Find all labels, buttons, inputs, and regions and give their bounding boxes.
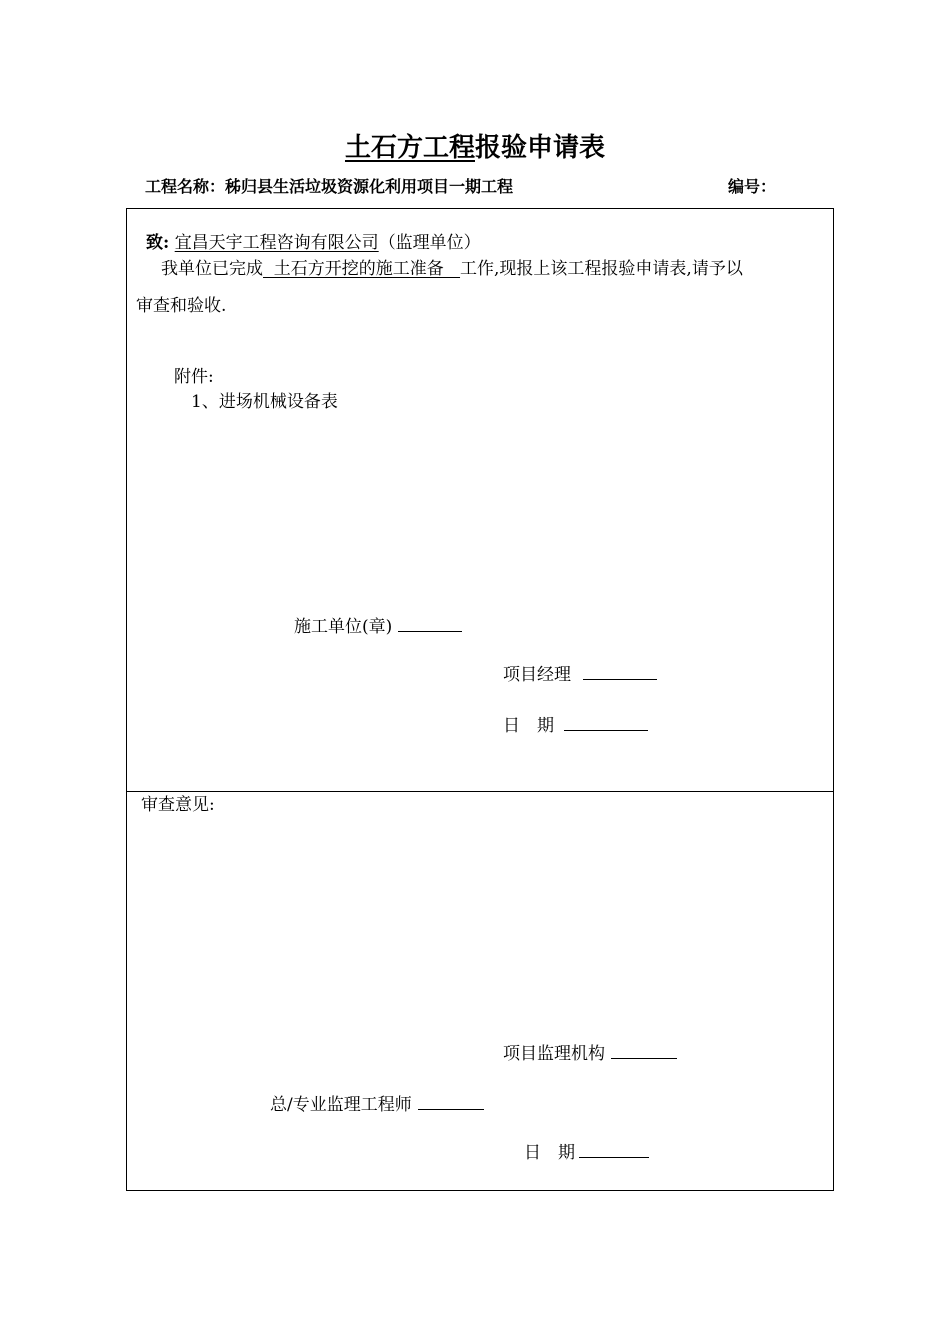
attachment-item: 1、进场机械设备表	[191, 392, 338, 412]
review-date-blank	[579, 1153, 649, 1158]
review-date-line	[524, 1141, 649, 1165]
page-title	[0, 130, 950, 166]
contractor-seal-blank	[398, 627, 462, 632]
review-opinion-label: 审查意见:	[141, 795, 215, 815]
form-number-label: 编号：	[728, 177, 777, 196]
review-date-label: 日 期	[524, 1143, 575, 1163]
application-body-line-2: 审查和验收.	[136, 296, 227, 316]
contractor-seal-line	[294, 615, 462, 639]
supervising-engineer-label: 总/专业监理工程师	[270, 1095, 412, 1115]
project-name-label: 工程名称：	[145, 177, 226, 196]
section-divider	[126, 791, 834, 792]
project-manager-label: 项目经理	[503, 665, 571, 685]
application-date-line	[503, 714, 648, 738]
attachments-label: 附件:	[174, 367, 214, 387]
application-date-label: 日 期	[503, 716, 554, 736]
supervision-agency-line	[503, 1042, 677, 1066]
addressee-suffix: （监理单位）	[378, 233, 481, 253]
body-suffix: 工作,现报上该工程报验申请表,请予以	[460, 259, 743, 279]
supervision-agency-label: 项目监理机构	[503, 1044, 605, 1064]
contractor-label: 施工单位(章)	[294, 617, 393, 637]
addressee-org: 宜昌天宇工程咨询有限公司	[174, 233, 379, 253]
title-part-1: 土石方工程	[344, 133, 475, 163]
project-manager-blank	[583, 675, 657, 680]
application-date-blank	[564, 726, 648, 731]
body-prefix: 我单位已完成	[161, 259, 263, 279]
project-name-value: 秭归县生活垃圾资源化利用项目一期工程	[225, 177, 514, 196]
addressee-line	[146, 231, 481, 255]
project-name-row	[145, 176, 513, 198]
supervising-engineer-blank	[418, 1105, 484, 1110]
title-part-2: 报验申请表	[475, 133, 606, 163]
project-manager-line	[503, 663, 657, 687]
supervision-agency-blank	[611, 1054, 677, 1059]
addressee-label: 致:	[146, 233, 170, 253]
form-box	[126, 208, 834, 1191]
supervising-engineer-line	[270, 1093, 484, 1117]
application-body-line-1	[161, 257, 743, 281]
body-work-item: 土石方开挖的施工准备	[263, 259, 461, 279]
